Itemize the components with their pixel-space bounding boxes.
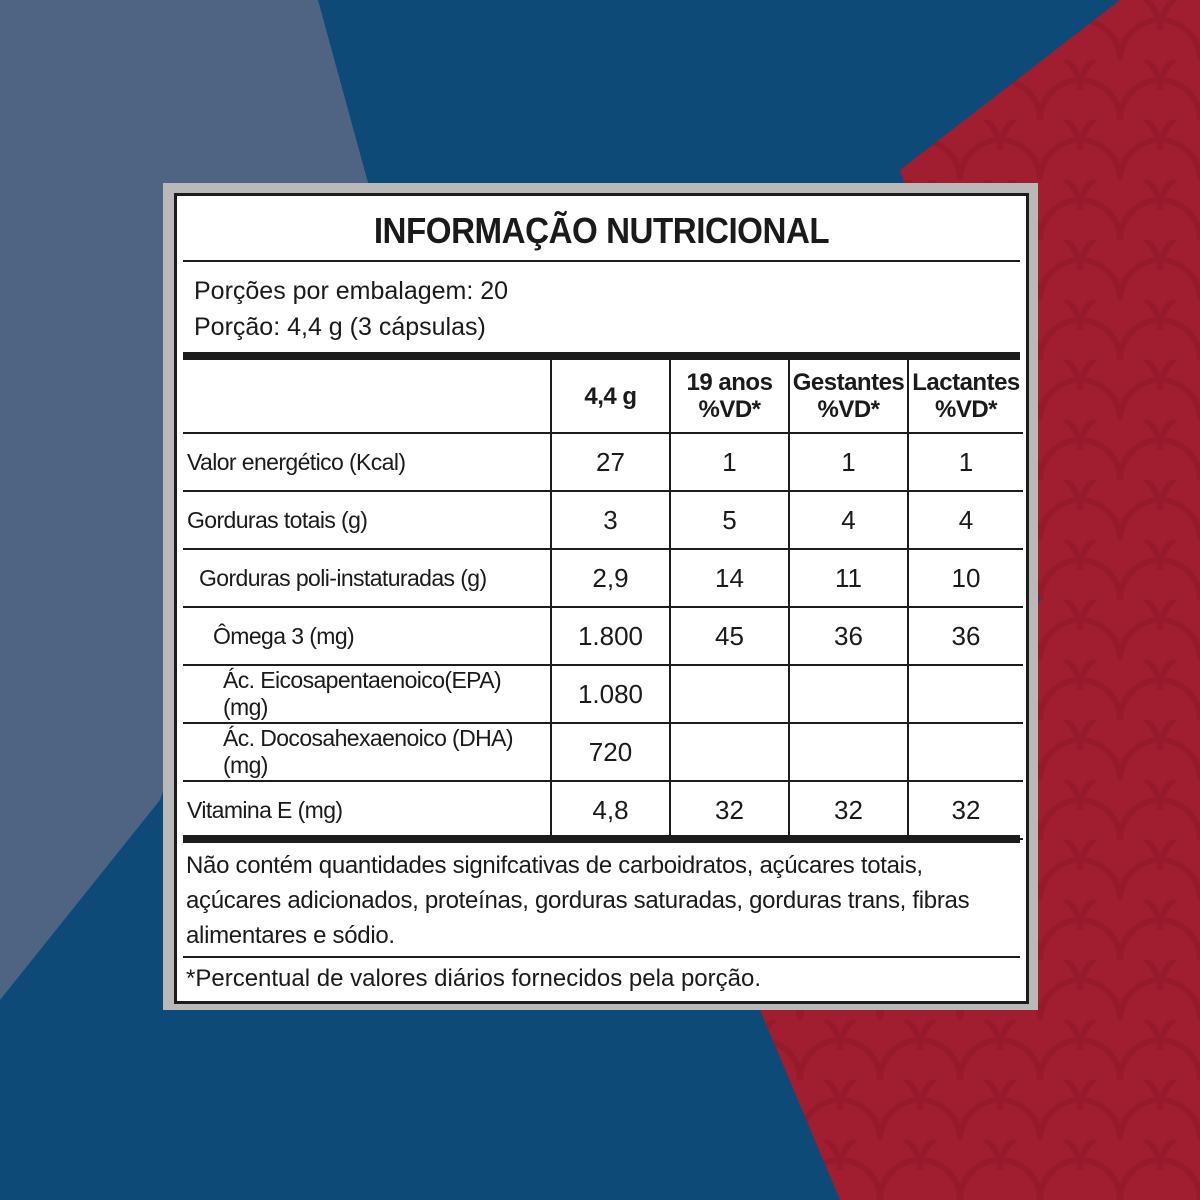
vd-gestantes: 32 bbox=[789, 781, 908, 839]
footnote-divider bbox=[183, 956, 1020, 958]
table-row bbox=[183, 723, 1023, 781]
vd-gestantes bbox=[789, 723, 908, 781]
nutrient-name: Ác. Eicosapentaenoico(EPA) (mg) bbox=[183, 665, 551, 723]
vd-gestantes: 1 bbox=[789, 433, 908, 491]
vd-19-anos bbox=[670, 723, 789, 781]
vd-lactantes bbox=[908, 665, 1023, 723]
vd-19-anos: 5 bbox=[670, 491, 789, 549]
nutrient-name: Ômega 3 (mg) bbox=[183, 607, 551, 665]
vd-gestantes: 11 bbox=[789, 549, 908, 607]
header-vd-gestantes: Gestantes %VD* bbox=[789, 360, 908, 433]
table-row bbox=[183, 665, 1023, 723]
nutrient-name: Gorduras poli-instaturadas (g) bbox=[183, 549, 551, 607]
nutrient-amount: 3 bbox=[551, 491, 670, 549]
label-title: INFORMAÇÃO NUTRICIONAL bbox=[373, 210, 830, 251]
portion-size: Porção: 4,4 g (3 cápsulas) bbox=[194, 313, 486, 341]
table-row bbox=[183, 433, 1023, 491]
nutrient-amount: 27 bbox=[551, 433, 670, 491]
vd-19-anos bbox=[670, 665, 789, 723]
nutrient-amount: 1.080 bbox=[551, 665, 670, 723]
table-row bbox=[183, 491, 1023, 549]
vd-19-anos: 14 bbox=[670, 549, 789, 607]
daily-value-note: *Percentual de valores diários fornecidos pela porção. bbox=[186, 965, 762, 992]
nutrient-name: Vitamina E (mg) bbox=[183, 781, 551, 839]
table-header-row bbox=[183, 360, 1023, 433]
vd-lactantes: 36 bbox=[908, 607, 1023, 665]
vd-lactantes: 10 bbox=[908, 549, 1023, 607]
nutrient-name: Valor energético (Kcal) bbox=[183, 433, 551, 491]
thick-divider bbox=[183, 352, 1020, 360]
title-divider bbox=[183, 260, 1020, 262]
vd-gestantes bbox=[789, 665, 908, 723]
vd-19-anos: 45 bbox=[670, 607, 789, 665]
vd-lactantes: 4 bbox=[908, 491, 1023, 549]
nutrient-table bbox=[183, 360, 1023, 840]
header-nutrient bbox=[183, 360, 551, 433]
thick-divider-bottom bbox=[183, 835, 1020, 843]
vd-lactantes bbox=[908, 723, 1023, 781]
table-row bbox=[183, 607, 1023, 665]
nutrient-name: Gorduras totais (g) bbox=[183, 491, 551, 549]
nutrition-facts-label bbox=[174, 193, 1029, 1004]
vd-lactantes: 1 bbox=[908, 433, 1023, 491]
nutrient-amount: 2,9 bbox=[551, 549, 670, 607]
header-vd-19-anos: 19 anos %VD* bbox=[670, 360, 789, 433]
nutrient-amount: 1.800 bbox=[551, 607, 670, 665]
table-row bbox=[183, 781, 1023, 839]
header-amount: 4,4 g bbox=[551, 360, 670, 433]
nutrient-amount: 4,8 bbox=[551, 781, 670, 839]
nutrient-amount: 720 bbox=[551, 723, 670, 781]
vd-gestantes: 36 bbox=[789, 607, 908, 665]
servings-per-package: Porções por embalagem: 20 bbox=[194, 277, 509, 305]
not-significant-footnote: Não contém quantidades signifcativas de carboidratos, açúcares totais, açúcares adicionados, proteínas, gorduras saturadas, gorduras trans, fibras alimentares e sódio. bbox=[186, 852, 970, 949]
vd-lactantes: 32 bbox=[908, 781, 1023, 839]
vd-19-anos: 32 bbox=[670, 781, 789, 839]
table-row bbox=[183, 549, 1023, 607]
header-vd-lactantes: Lactantes %VD* bbox=[908, 360, 1023, 433]
vd-19-anos: 1 bbox=[670, 433, 789, 491]
vd-gestantes: 4 bbox=[789, 491, 908, 549]
nutrient-name: Ác. Docosahexaenoico (DHA) (mg) bbox=[183, 723, 551, 781]
